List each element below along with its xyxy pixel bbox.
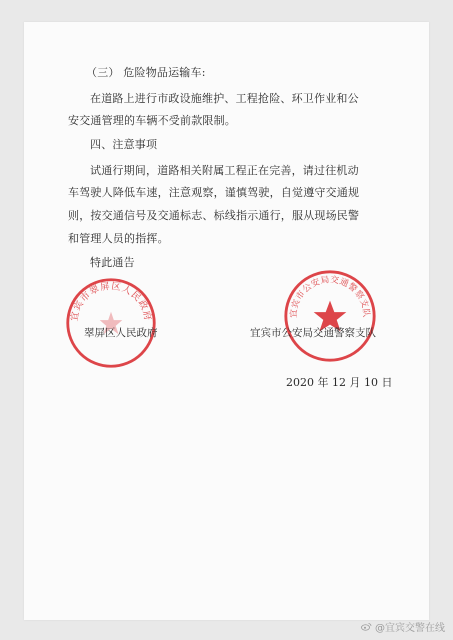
section4-heading: 四、注意事项 — [90, 138, 158, 151]
left-seal-text: 宜宾市翠屏区人民政府 — [68, 280, 154, 323]
watermark-text: @宜宾交警在线 — [375, 623, 445, 634]
section3-body-line-2: 安交通管理的车辆不受前款限制。 — [68, 114, 236, 127]
section3-body-line-1: 在道路上进行市政设施维护、工程抢险、环卫作业和公 — [90, 92, 359, 105]
left-signatory: 翠屏区人民政府 — [84, 327, 158, 339]
document-page — [24, 22, 429, 620]
right-official-seal — [282, 268, 378, 364]
section4-body-line-2: 车驾驶人降低车速，注意观察，谨慎驾驶，自觉遵守交通规 — [68, 186, 360, 199]
section4-body-line-4: 和管理人员的指挥。 — [68, 232, 169, 245]
weibo-watermark — [361, 619, 445, 634]
right-signatory: 宜宾市公安局交通警察支队 — [250, 327, 376, 339]
section4-body-line-1: 试通行期间，道路相关附属工程正在完善，请过往机动 — [90, 164, 359, 177]
weibo-icon — [361, 622, 372, 631]
issue-date: 2020 年 12 月 10 日 — [286, 376, 393, 389]
section4-body-line-3: 则，按交通信号及交通标志、标线指示通行，服从现场民警 — [68, 209, 360, 222]
section3-heading: （三） 危险物品运输车: — [86, 66, 206, 79]
right-seal-text: 宜宾市公安局交通警察支队 — [289, 275, 371, 319]
left-official-seal — [64, 276, 158, 370]
closing-text: 特此通告 — [90, 256, 135, 269]
